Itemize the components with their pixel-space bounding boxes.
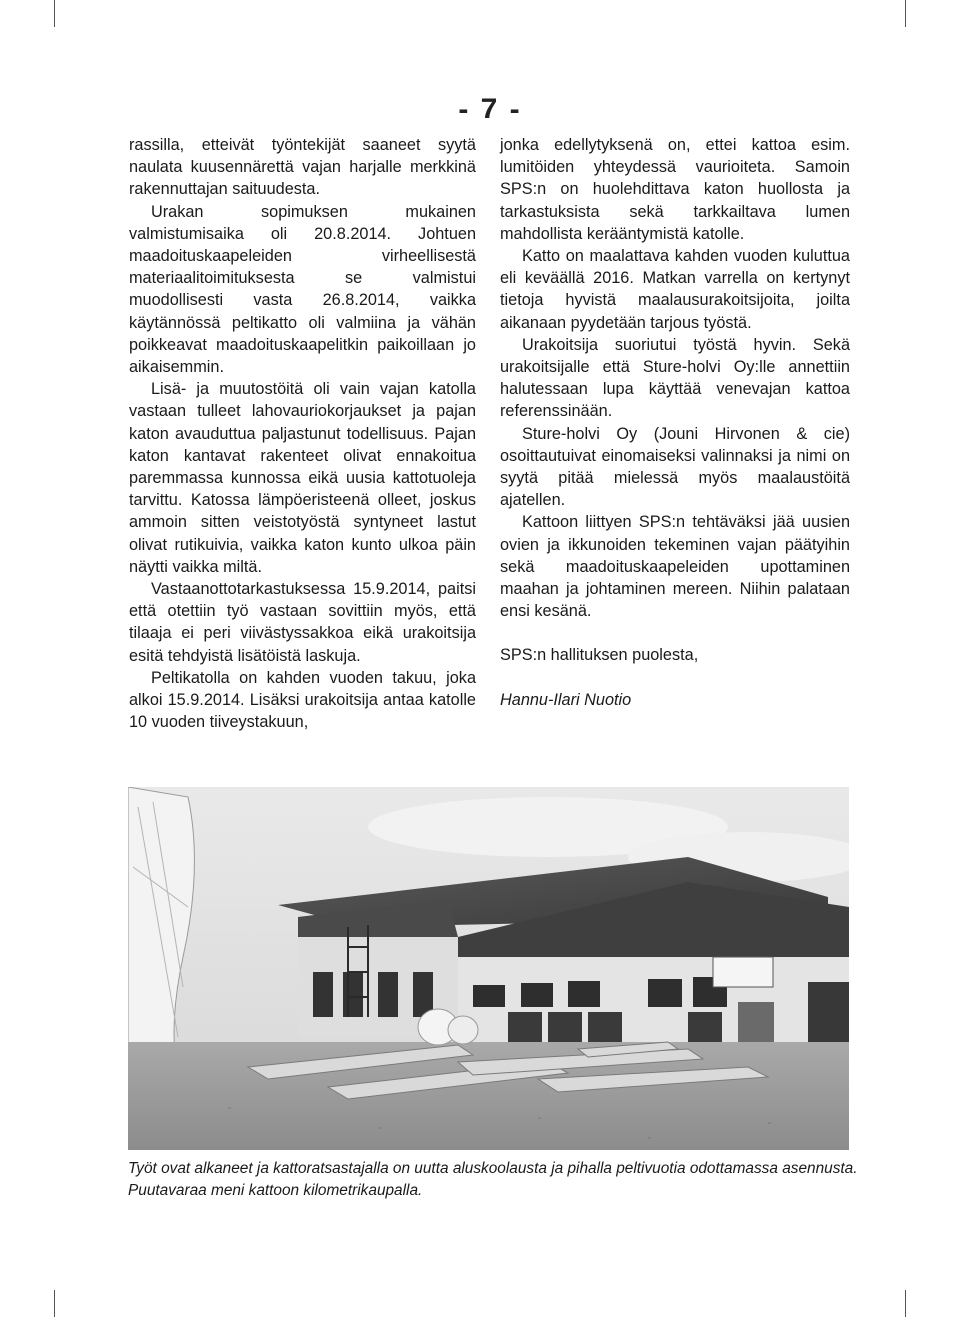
paragraph: Kattoon liittyen SPS:n tehtäväksi jää uusien ovien ja ikkunoiden tekeminen vajan päätyihin sekä maadoituskaapeleiden upottaminen maahan ja johtaminen mereen. Niihin palataan ensi kesänä. [500, 513, 850, 621]
closing-line: SPS:n hallituksen puolesta, [500, 646, 699, 665]
paragraph: Sture-holvi Oy (Jouni Hirvonen & cie) osoittautuivat einomaiseksi valinnaksi ja nimi on syytä pitää mielessä myös maalaustöitä ajatellen. [500, 424, 850, 510]
building-photo [128, 787, 849, 1150]
crop-mark-top-right [905, 0, 906, 27]
crop-mark-bottom-right [905, 1290, 906, 1317]
crop-mark-bottom-left [54, 1290, 55, 1317]
paragraph: Lisä- ja muutostöitä oli vain vajan katolla vastaan tulleet lahovauriokorjaukset ja pajan katon avauduttua paljastunut todellisuus. Pajan katon kantavat rakenteet olivat ennakoitua paremmassa kunnossa eikä uusia kattotuoleja tarvittu. Katossa lämpöeristeenä olleet, joskus ammoin sitten veistotyöstä syntyneet lastut olivat rutikuivia, vaikka katon kunto ulkoa päin näytti vaikka miltä. [129, 380, 476, 576]
figure-caption: Työt ovat alkaneet ja kattoratsastajalla on uutta aluskoolausta ja pihalla peltivuotia odottamassa asennusta. Puutavaraa meni kattoon kilometrikaupalla. [128, 1160, 858, 1199]
paragraph: Urakan sopimuksen mukainen valmistumisaika oli 20.8.2014. Johtuen maadoituskaapeleiden virheellisestä materiaalitoimituksesta se valmistui muodollisesti vasta 26.8.2014, vaikka käytännössä peltikatto oli valmiina ja vähän poikkeavat maadoituskaapelitkin paikoillaan jo aikaisemmin. [129, 202, 476, 377]
page-number: - 7 - [458, 93, 522, 118]
paragraph: Urakoitsija suoriutui työstä hyvin. Sekä urakoitsijalle että Sture-holvi Oy:lle annettiin halutessaan lupa käyttää venevajan kattoa referenssinään. [500, 335, 850, 421]
paragraph: Katto on maalattava kahden vuoden kuluttua eli keväällä 2016. Matkan varrella on kertynyt tietoja hyvistä maalausurakoitsijoita, joilta aikanaan pyydetään tarjous työstä. [500, 247, 850, 332]
paragraph: Peltikatolla on kahden vuoden takuu, joka alkoi 15.9.2014. Lisäksi urakoitsija antaa katolle 10 vuoden tiiveystakuun, [129, 668, 476, 732]
left-column [129, 134, 476, 733]
photo-illustration [128, 787, 849, 1150]
crop-mark-top-left [54, 0, 55, 27]
signature: Hannu-Ilari Nuotio [500, 690, 632, 709]
paragraph: Vastaanottotarkastuksessa 15.9.2014, paitsi että otettiin työ vastaan sovittiin myös, että tilaaja ei peri viivästyssakkoa eikä urakoitsija esitä tehdyistä lisätöistä laskuja. [129, 580, 476, 665]
paragraph: rassilla, etteivät työntekijät saaneet syytä naulata kuusennärettä vajan harjalle merkkinä rakennuttajan saituudesta. [129, 136, 476, 199]
paragraph: jonka edellytyksenä on, ettei kattoa esim. lumitöiden yhteydessä vaurioiteta. Samoin SPS:n on huolehdittava katon huollosta ja tarkastuksista sekä tarkkailtava lumen mahdollista kerääntymistä katolle. [500, 136, 850, 243]
right-column [500, 134, 850, 711]
